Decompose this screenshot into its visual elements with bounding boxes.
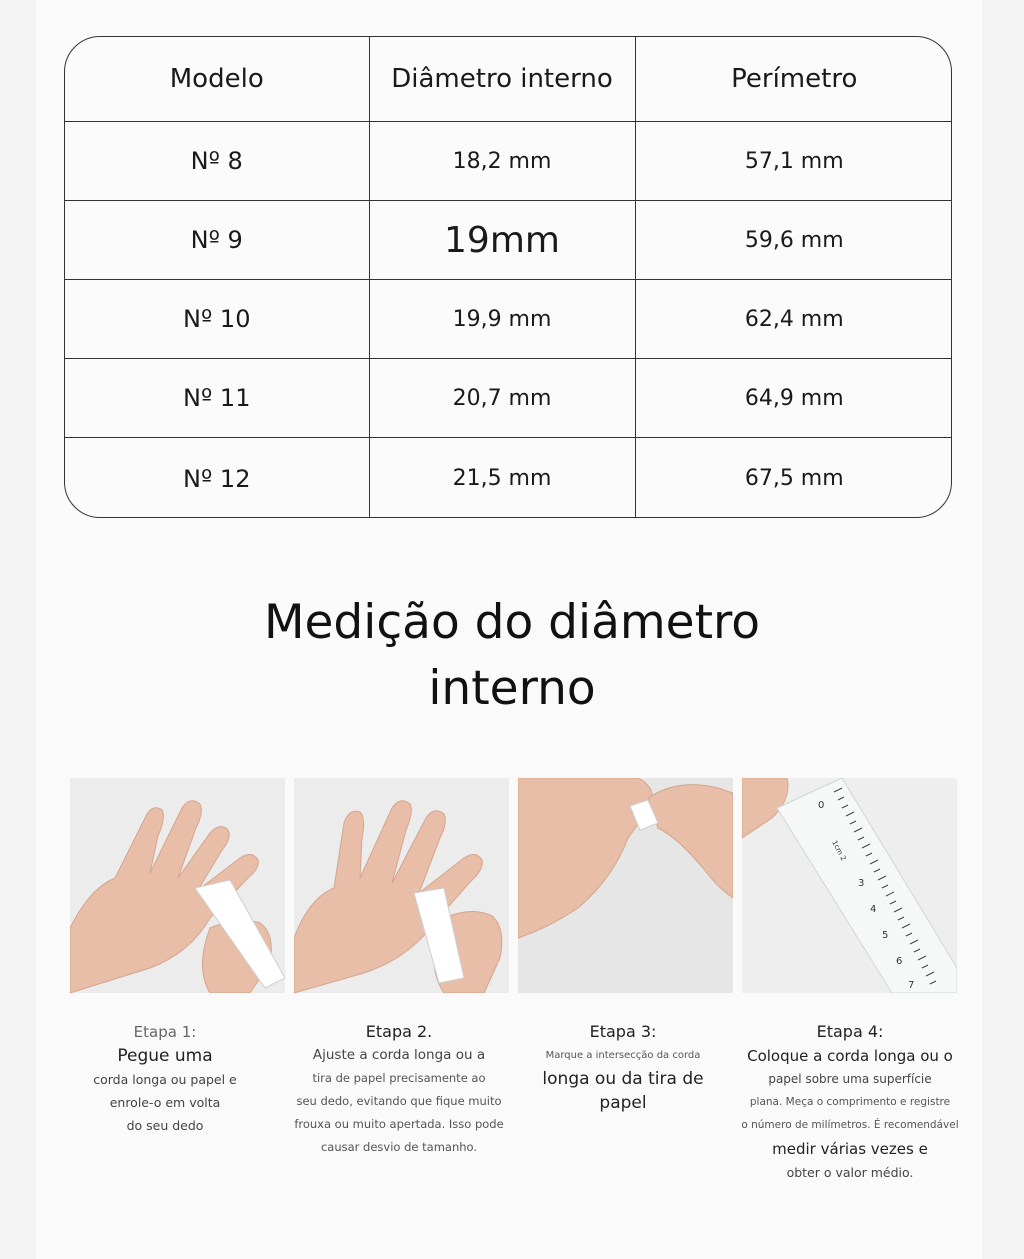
step-label: Etapa 1:: [133, 1023, 197, 1041]
cell-perimeter: 57,1 mm: [635, 122, 952, 201]
step-3-caption: [508, 1020, 738, 1115]
ruler-unit-label: 1cm 2: [830, 839, 848, 863]
hand-wrap-photo: [70, 778, 285, 993]
step-1-caption: [50, 1020, 280, 1137]
table-row: [65, 359, 952, 438]
cell-model: Nº 8: [65, 122, 369, 201]
step-label: Etapa 2.: [365, 1022, 433, 1041]
cell-model: Nº 12: [65, 438, 369, 519]
ruler-photo: [742, 778, 957, 993]
cell-model: Nº 10: [65, 280, 369, 359]
step-text: tira de papel precisamente ao: [312, 1071, 486, 1085]
ruler-number: 3: [858, 878, 865, 889]
ruler-number: 0: [818, 800, 825, 811]
ruler-number: 7: [908, 980, 915, 991]
ruler-number: 5: [882, 930, 889, 941]
cell-perimeter: 59,6 mm: [635, 201, 952, 280]
step-text: plana. Meça o comprimento e registre: [749, 1096, 951, 1108]
header-model: Modelo: [65, 37, 369, 122]
cell-perimeter: 67,5 mm: [635, 438, 952, 519]
cell-diameter: 18,2 mm: [369, 122, 635, 201]
ruler-number: 6: [896, 956, 903, 967]
step-text: seu dedo, evitando que fique muito: [296, 1094, 502, 1108]
step-text: frouxa ou muito apertada. Isso pode: [294, 1117, 504, 1131]
cell-model: Nº 11: [65, 359, 369, 438]
cell-perimeter: 62,4 mm: [635, 280, 952, 359]
step-text: Marque a intersecção da corda: [545, 1050, 701, 1061]
table-row: [65, 122, 952, 201]
hand-adjust-photo: [294, 778, 509, 993]
step-text: corda longa ou papel e: [93, 1072, 237, 1087]
step-text: o número de milímetros. É recomendável: [741, 1119, 959, 1131]
step-text: causar desvio de tamanho.: [320, 1140, 478, 1154]
heading-line-1: Medição do diâmetro: [263, 595, 761, 650]
table-row: [65, 201, 952, 280]
cell-perimeter: 64,9 mm: [635, 359, 952, 438]
step-text: Coloque a corda longa ou o: [747, 1047, 953, 1065]
table-row: [65, 438, 952, 519]
header-perimeter: Perímetro: [635, 37, 952, 122]
step-text: enrole-o em volta: [109, 1095, 221, 1110]
section-heading: [0, 590, 1024, 722]
step-text: papel: [599, 1093, 647, 1113]
cell-diameter: 21,5 mm: [369, 438, 635, 519]
cell-diameter: 20,7 mm: [369, 359, 635, 438]
step-text: obter o valor médio.: [786, 1165, 914, 1180]
step-2-caption: [284, 1020, 514, 1159]
cell-diameter: 19mm: [369, 201, 635, 280]
header-diameter: Diâmetro interno: [369, 37, 635, 122]
table-header-row: [65, 37, 952, 122]
step-label: Etapa 3:: [589, 1022, 657, 1041]
cell-diameter: 19,9 mm: [369, 280, 635, 359]
step-text: medir várias vezes e: [772, 1140, 928, 1158]
hand-mark-photo: [518, 778, 733, 993]
size-table: [64, 36, 952, 518]
heading-line-2: interno: [428, 661, 596, 716]
step-text: longa ou da tira de: [542, 1069, 704, 1089]
step-text: papel sobre uma superfície: [768, 1072, 932, 1086]
table-row: [65, 280, 952, 359]
step-4-caption: [734, 1020, 966, 1184]
step-label: Etapa 4:: [816, 1022, 884, 1041]
step-text: do seu dedo: [126, 1118, 204, 1133]
step-text: Ajuste a corda longa ou a: [312, 1047, 486, 1063]
ruler-number: 4: [870, 904, 877, 915]
step-text: Pegue uma: [117, 1046, 213, 1066]
cell-model: Nº 9: [65, 201, 369, 280]
